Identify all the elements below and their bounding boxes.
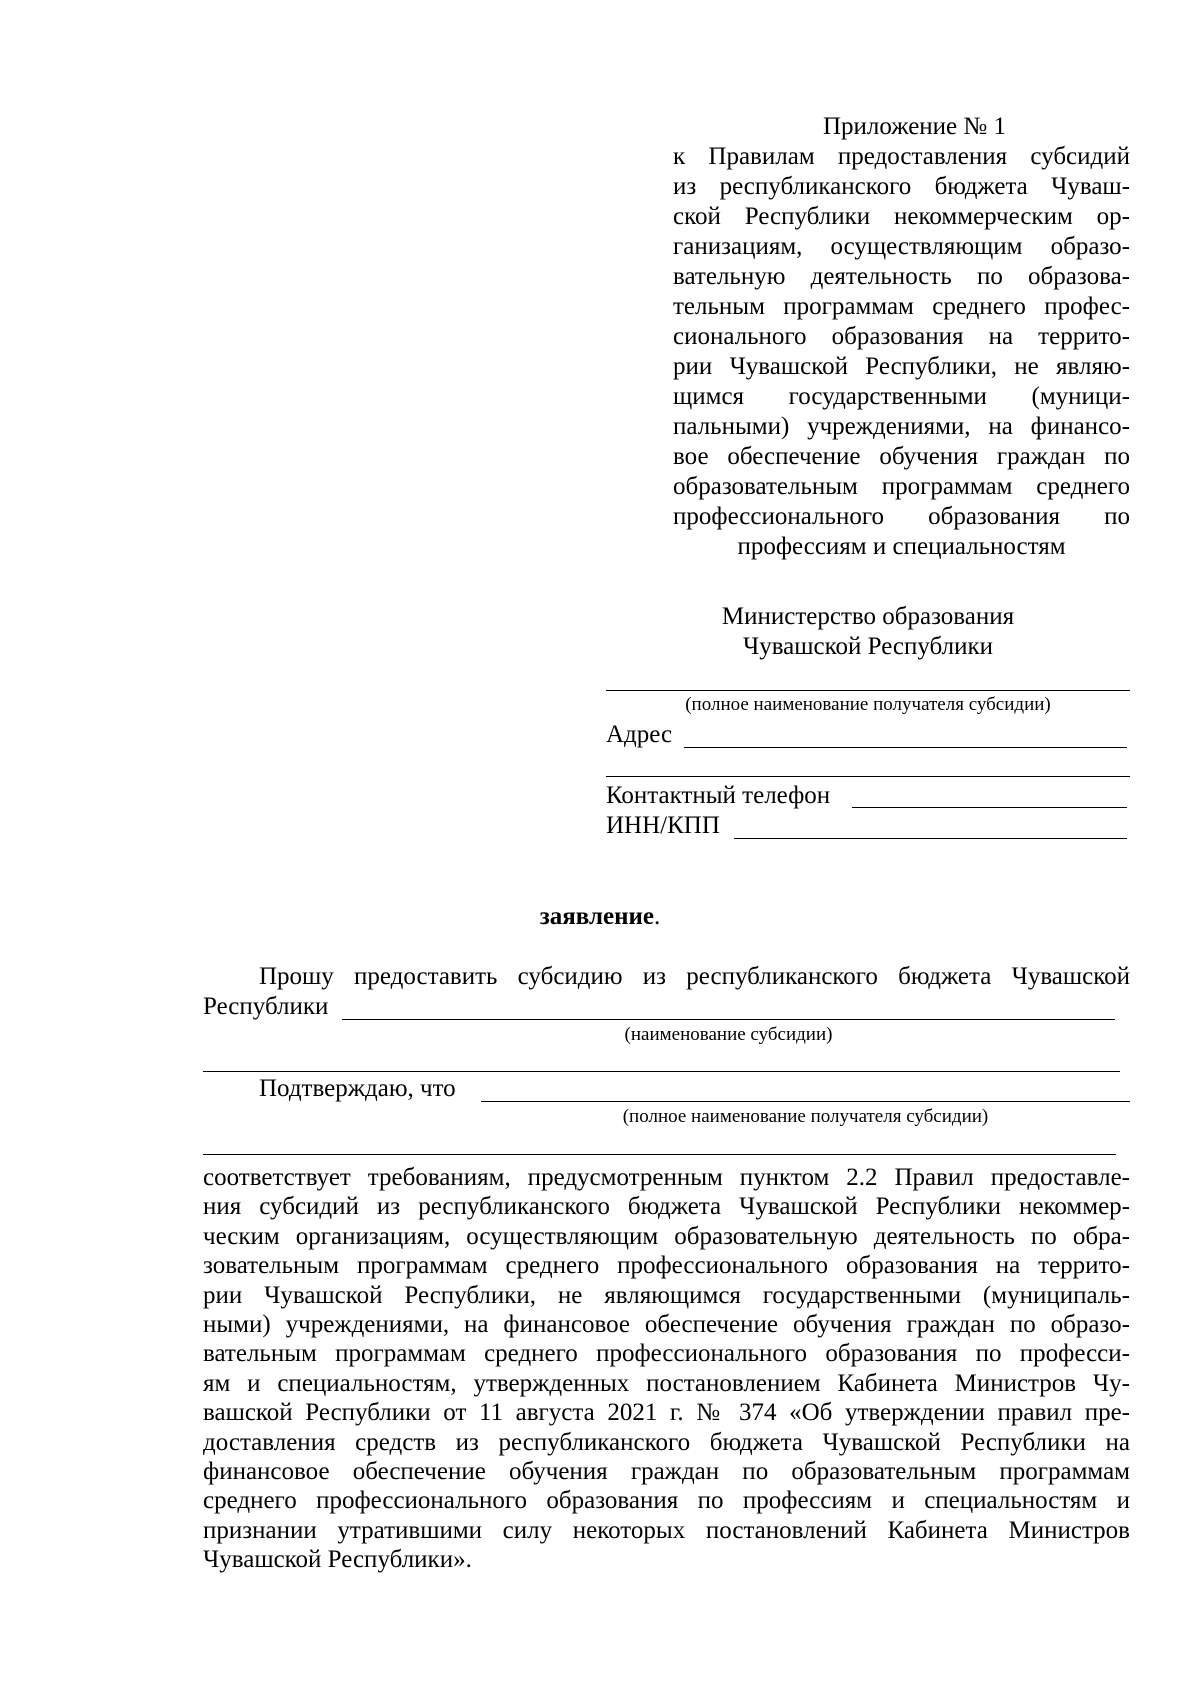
appendix-line: тельным программам среднего профес- [673,293,1130,320]
statement-heading [0,902,1200,932]
appendix-line: профессиям и специальностям [737,533,1066,560]
request-label: Республики [203,993,329,1020]
address-label: Адрес [606,721,673,748]
main-text-line: рии Чувашской Республики, не являющимся государственными (муниципаль- [203,1281,1130,1309]
statement-heading-text: заявление [539,903,655,930]
phone-label: Контактный телефон [606,782,831,809]
request-line-1: Прошу предоставить субсидию из республиканского бюджета Чувашской [259,963,1130,990]
appendix-line: ганизациям, осуществляющим образо- [673,233,1130,260]
appendix-line: к Правилам предоставления субсидий [673,143,1130,170]
appendix-line: вое обеспечение обучения граждан по [673,443,1130,470]
subsidy-name-line-2[interactable] [203,1071,1120,1072]
addressee-line: Министерство образования [721,603,1015,630]
main-text-line: доставления средств из республиканского бюджета Чувашской Республики на [203,1428,1130,1456]
main-text-line: среднего профессионального образования по профессиям и специальностям и [203,1487,1130,1515]
subsidy-name-line[interactable] [342,1019,1115,1020]
appendix-line: ской Республики некоммерческим ор- [673,203,1130,230]
recipient-name-caption: (полное наименование получателя субсидии) [685,694,1051,715]
main-text-line: зовательным программам среднего профессионального образования на террито- [203,1252,1130,1280]
appendix-title: Приложение № 1 [822,113,1007,140]
main-text-line: вательным программам среднего профессионального образования по професси- [203,1340,1130,1368]
confirm-recipient-caption: (полное наименование получателя субсидии) [622,1106,989,1127]
confirm-label: Подтверждаю, что [259,1075,456,1102]
inn-kpp-line[interactable] [734,838,1127,839]
main-text-line: ния субсидий из республиканского бюджета Чувашской Республики некоммер- [203,1193,1130,1221]
main-text-line: финансовое обеспечение обучения граждан по образовательным программам [203,1457,1130,1485]
main-text-line: Чувашской Республики». [203,1546,472,1574]
main-text-line: вашской Республики от 11 августа 2021 г. № 374 «Об утверждении правил пре- [203,1399,1130,1427]
addressee-line: Чувашской Республики [742,633,994,660]
inn-kpp-label: ИНН/КПП [606,812,720,839]
appendix-line: профессионального образования по [673,503,1130,530]
main-text-line: ческим организациям, осуществляющим образовательную деятельность по обра- [203,1222,1130,1250]
appendix-line: из республиканского бюджета Чуваш- [673,173,1130,200]
subsidy-name-caption: (наименование субсидии) [624,1024,833,1045]
appendix-block [673,112,1130,562]
main-text-line: признании утратившими силу некоторых постановлений Кабинета Министров [203,1516,1130,1544]
phone-line[interactable] [852,807,1127,808]
main-text-line: соответствует требованиям, предусмотренным пунктом 2.2 Правил предоставле- [203,1164,1130,1191]
main-text-line: ными) учреждениями, на финансовое обеспечение обучения граждан по образо- [203,1310,1130,1338]
address-line-2[interactable] [606,776,1130,777]
recipient-name-line[interactable] [606,690,1130,691]
statement-heading-dot: . [654,903,661,930]
main-text-line: ям и специальностям, утвержденных постановлением Кабинета Министров Чу- [203,1369,1130,1397]
appendix-line: образовательным программам среднего [673,473,1130,500]
appendix-line: рии Чувашской Республики, не являю- [673,353,1130,380]
confirm-recipient-line[interactable] [481,1101,1130,1102]
main-paragraph [203,1163,1130,1574]
address-line[interactable] [684,747,1127,748]
addressee-block [673,602,1063,662]
appendix-line: щимся государственными (муници- [673,383,1130,410]
appendix-line: пальными) учреждениями, на финансо- [673,413,1130,440]
appendix-line: вательную деятельность по образова- [673,263,1130,290]
confirm-recipient-line-2[interactable] [203,1154,1116,1155]
appendix-line: сионального образования на террито- [673,323,1130,350]
